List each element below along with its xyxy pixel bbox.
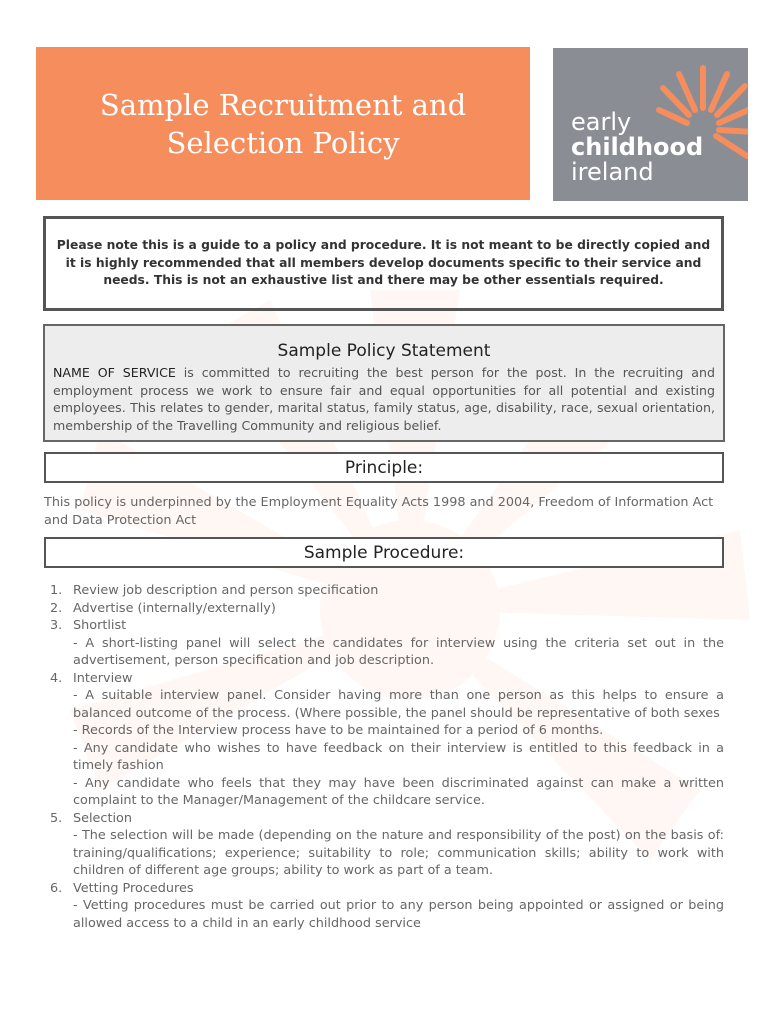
logo-word-ireland: ireland [571, 158, 654, 186]
item-label: Shortlist [73, 618, 127, 633]
item-label: Review job description and person specification [73, 583, 379, 598]
list-item [44, 880, 724, 933]
title-line-2: Selection Policy [166, 125, 400, 160]
page-title [100, 86, 466, 162]
sub-item: - Records of the Interview process have to be maintained for a period of 6 months. [73, 723, 604, 738]
procedure-heading: Sample Procedure: [303, 543, 465, 563]
principle-text: This policy is underpinned by the Employment Equality Acts 1998 and 2004, Freedom of Information Act and Data Protection Act [44, 495, 714, 528]
procedure-heading-box [44, 537, 724, 568]
item-number: 2. [50, 600, 63, 616]
item-label: Selection [73, 810, 132, 826]
sub-item: - Vetting procedures must be carried out prior to any person being appointed or assigned or being allowed access to a child in an early childhood service [73, 898, 724, 931]
list-item [44, 600, 724, 618]
item-number: 1. [50, 583, 63, 598]
logo [553, 48, 748, 201]
list-item [44, 617, 724, 670]
sub-item: - Any candidate who wishes to have feedback on their interview is entitled to this feedback in a timely fashion [73, 740, 724, 773]
item-label: Advertise (internally/externally) [73, 600, 276, 616]
logo-wordmark [571, 110, 703, 185]
logo-word-childhood: childhood [571, 133, 704, 161]
item-number: 5. [50, 810, 63, 826]
title-line-1: Sample Recruitment and [99, 87, 467, 122]
item-number: 6. [50, 880, 63, 896]
guidance-notice [43, 216, 724, 311]
principle-heading-box [44, 452, 724, 483]
sub-item: - A short-listing panel will select the candidates for interview using the criteria set out in the advertisement, person specification and job description. [73, 635, 724, 668]
item-number: 3. [50, 618, 63, 633]
name-of-service: NAME OF SERVICE [53, 365, 176, 380]
list-item [44, 670, 724, 810]
sub-item: - The selection will be made (depending on the nature and responsibility of the post) on the basis of: training/qualifications; experience; suitability to role; communication skills; ability to work with children of different age groups; ability to work as part of a team. [73, 828, 724, 878]
statement-text [53, 364, 715, 434]
procedure-list [44, 582, 724, 932]
sub-item: - A suitable interview panel. Consider having more than one person as this helps to ensure a balanced outcome of the process. (Where possible, the panel should be representative of both sexes [73, 688, 724, 721]
list-item [44, 810, 724, 880]
statement-body: is committed to recruiting the best person for the post. In the recruiting and employment process we work to ensure fair and equal opportunities for all potential and existing employees. This relates to gender, marital status, family status, age, disability, race, sexual orientation, membership of the Travelling Community and religious belief. [53, 365, 715, 433]
statement-heading: Sample Policy Statement [277, 341, 491, 361]
notice-text: Please note this is a guide to a policy and procedure. It is not meant to be directly copied and it is highly recommended that all members develop documents specific to their service and needs. This is not an exhaustive list and there may be other essentials required. [56, 238, 711, 288]
item-number: 4. [50, 670, 63, 686]
policy-statement-box [43, 324, 725, 442]
item-label: Vetting Procedures [73, 880, 194, 896]
sub-item: - Any candidate who feels that they may have been discriminated against can make a written complaint to the Manager/Management of the childcare service. [73, 775, 724, 808]
list-item [44, 582, 724, 600]
logo-word-early: early [571, 108, 632, 136]
item-label: Interview [73, 670, 133, 686]
title-banner [36, 47, 530, 200]
principle-heading: Principle: [344, 458, 424, 478]
